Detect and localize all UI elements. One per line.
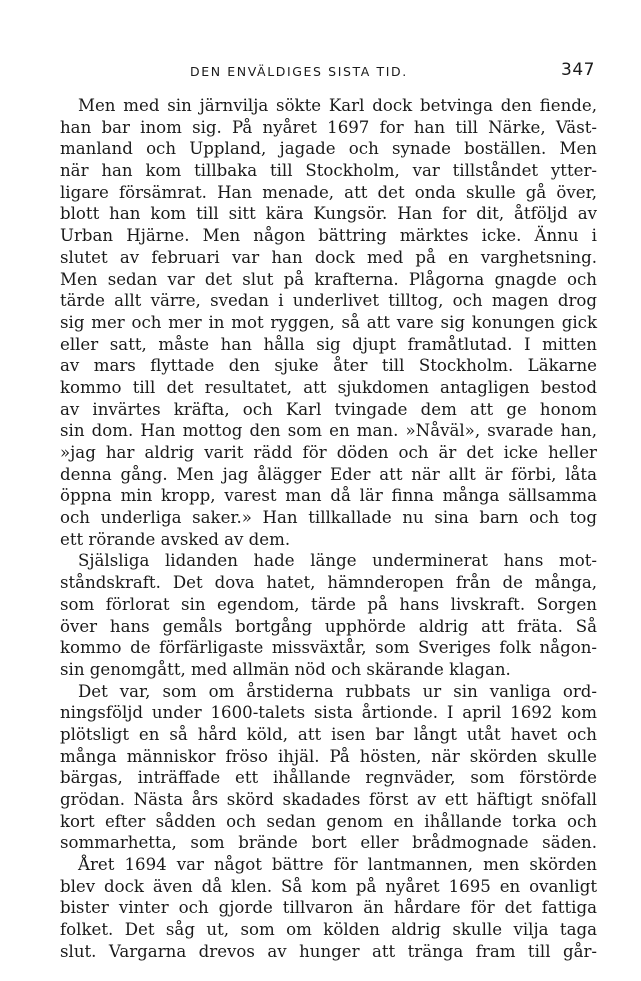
text-line: bister vinter och gjorde tillvaron än hårdare för det fattiga <box>60 898 597 918</box>
text-line: han bar inom sig. På nyåret 1697 for han till Närke, Väst- <box>60 117 597 137</box>
text-line: sig mer och mer in mot ryggen, så att vare sig konungen gick <box>60 312 597 332</box>
text-line: över hans gemåls bortgång upphörde aldrig att fräta. Så <box>60 616 597 636</box>
text-line: ståndskraft. Det dova hatet, hämnderopen från de många, <box>60 573 597 593</box>
running-header <box>60 60 595 84</box>
text-line: plötsligt en så hård köld, att isen bar långt utåt havet och <box>60 724 597 744</box>
text-line: öppna min kropp, varest man då lär finna många sällsamma <box>60 486 597 506</box>
chapter-title: DEN ENVÄLDIGES SISTA TID. <box>190 64 408 79</box>
text-line: och underliga saker.» Han tillkallade nu sina barn och tog <box>60 508 597 528</box>
text-line: sommarhetta, som brände bort eller brådmognade säden. <box>60 833 597 853</box>
text-line: ligare försämrat. Han menade, att det onda skulle gå över, <box>60 182 597 202</box>
text-line: sin dom. Han mottog den som en man. »Nåväl», svarade han, <box>60 421 597 441</box>
text-line: Året 1694 var något bättre för lantmannen, men skörden <box>78 855 597 875</box>
text-line: kort efter sådden och sedan genom en ihållande torka och <box>60 811 597 831</box>
text-line: som förlorat sin egendom, tärde på hans livskraft. Sorgen <box>60 594 597 614</box>
page-number: 347 <box>561 60 595 80</box>
body-text <box>60 95 597 963</box>
text-line: tärde allt värre, svedan i underlivet tilltog, och magen drog <box>60 291 597 311</box>
text-line: ett rörande avsked av dem. <box>60 529 291 549</box>
text-line: slut. Vargarna drevos av hunger att tränga fram till går- <box>60 941 597 961</box>
text-line: slutet av februari var han dock med på en varghetsning. <box>60 247 597 267</box>
text-line: av mars flyttade den sjuke åter till Stockholm. Läkarne <box>60 356 597 376</box>
text-line: blott han kom till sitt kära Kungsör. Han for dit, åtföljd av <box>60 204 597 224</box>
text-line: kommo till det resultatet, att sjukdomen antagligen bestod <box>60 377 597 397</box>
text-line: grödan. Nästa års skörd skadades först av ett häftigt snöfall <box>60 790 597 809</box>
text-line: denna gång. Men jag ålägger Eder att när allt är förbi, låta <box>60 464 597 484</box>
text-line: många människor fröso ihjäl. På hösten, när skörden skulle <box>60 746 597 766</box>
text-line: blev dock även då klen. Så kom på nyåret 1695 en ovanligt <box>60 876 597 896</box>
text-line: ningsföljd under 1600-talets sista årtionde. I april 1692 kom <box>60 703 597 723</box>
text-line: folket. Det såg ut, som om kölden aldrig skulle vilja taga <box>60 920 597 940</box>
text-line: Men med sin järnvilja sökte Karl dock betvinga den fiende, <box>78 96 597 115</box>
text-line: Själsliga lidanden hade länge underminerat hans mot- <box>78 551 597 571</box>
text-line: sin genomgått, med allmän nöd och skärande klagan. <box>60 659 511 679</box>
text-line: manland och Uppland, jagade och synade boställen. Men <box>60 139 597 159</box>
text-line: Det var, som om årstiderna rubbats ur sin vanliga ord- <box>78 681 597 701</box>
text-line: »jag har aldrig varit rädd för döden och är det icke heller <box>60 443 597 462</box>
text-line: eller satt, måste han hålla sig djupt framåtlutad. I mitten <box>60 334 597 354</box>
text-line: av invärtes kräfta, och Karl tvingade dem att ge honom <box>60 399 597 419</box>
text-line: när han kom tillbaka till Stockholm, var tillståndet ytter- <box>60 161 597 181</box>
text-line: Men sedan var det slut på krafterna. Plågorna gnagde och <box>60 269 597 289</box>
text-line: kommo de förfärligaste missväxtår, som Sveriges folk någon- <box>60 638 597 658</box>
text-line: bärgas, inträffade ett ihållande regnväder, som förstörde <box>60 768 597 788</box>
text-line: Urban Hjärne. Men någon bättring märktes icke. Ännu i <box>60 226 597 246</box>
